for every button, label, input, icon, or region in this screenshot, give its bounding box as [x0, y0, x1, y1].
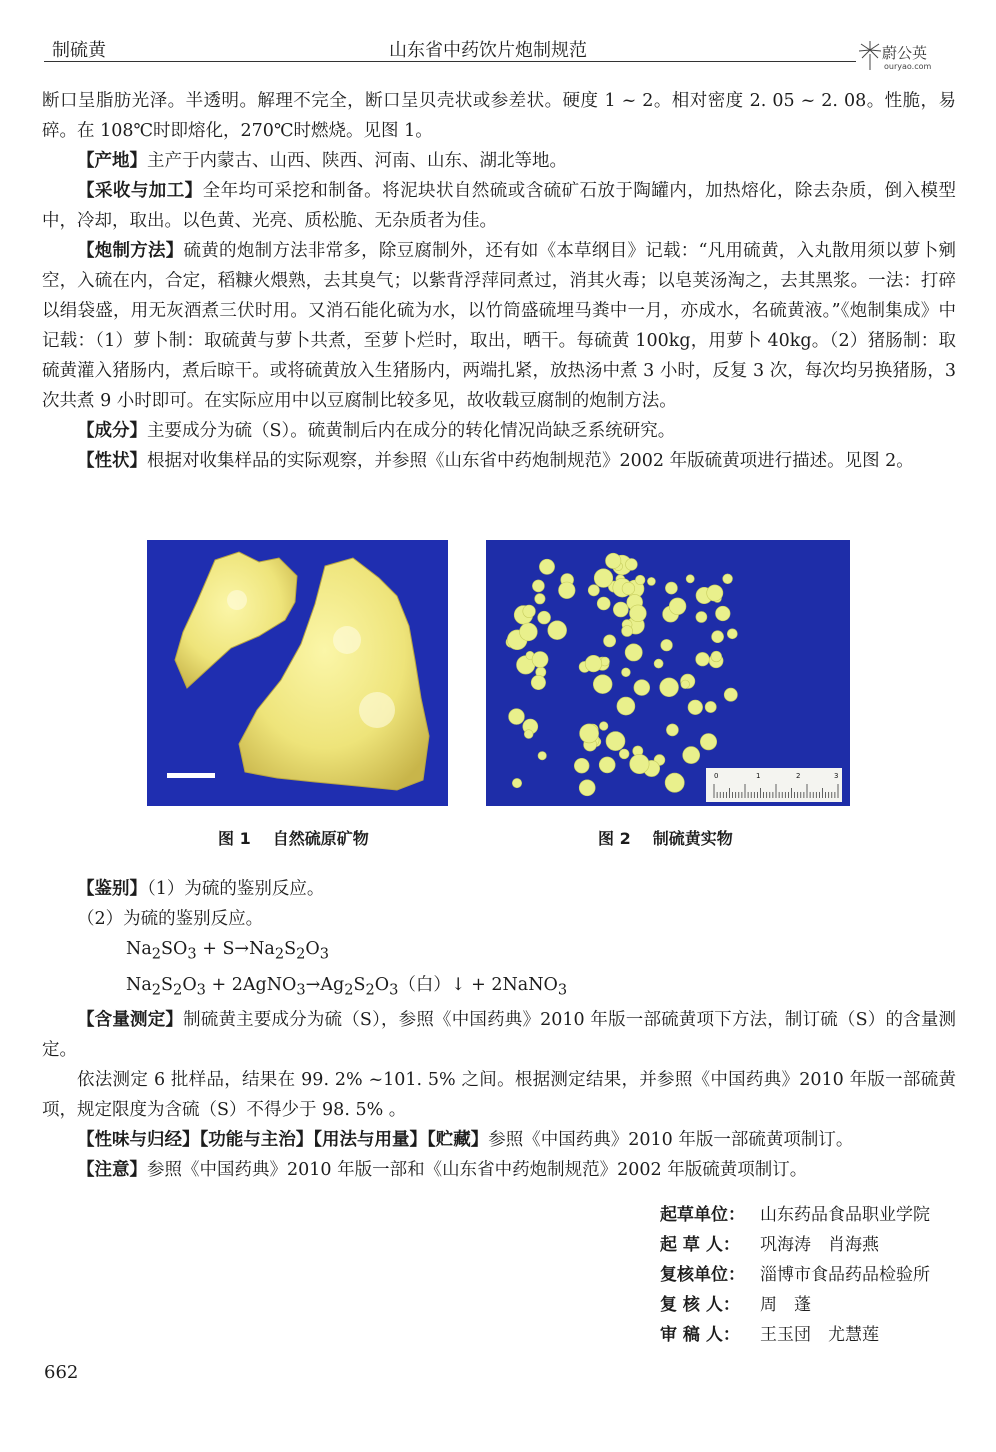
- body-text-bottom: [42, 874, 956, 1185]
- sulfur-granule: [622, 626, 633, 637]
- section-label: 【产地】: [77, 151, 147, 171]
- paragraph-note: [42, 1155, 956, 1185]
- section-label: 【含量测定】: [77, 1010, 184, 1030]
- sulfur-granule: [669, 598, 686, 615]
- ruler-label: 2: [796, 772, 801, 780]
- paragraph-continued: [42, 86, 956, 146]
- figure-1-caption: [218, 826, 369, 849]
- chemical-equation-2: $Na_2S_2O_3$ + $2AgNO_3\to Ag_2S_2O_3$（白）↓ + 2NaNO$_3$: [126, 974, 568, 998]
- paragraph-harvest: [42, 176, 956, 236]
- sulfur-granule: [622, 582, 635, 595]
- paragraph-misc: [42, 1125, 956, 1155]
- sulfur-granule: [585, 655, 602, 672]
- credit-value: 巩海涛 肖海燕: [760, 1235, 879, 1255]
- paragraph-text: 主要成分为硫（S）。硫黄制后内在成分的转化情况尚缺乏系统研究。: [147, 421, 676, 441]
- sulfur-granule: [635, 575, 645, 585]
- paragraph-text: 全年均可采挖和制备。将泥块状自然硫或含硫矿石放于陶罐内，加热熔化，除去杂质，倒入模型中，冷却，取出。以色黄、光亮、质松脆、无杂质者为佳。: [42, 181, 957, 231]
- page-number: 662: [44, 1362, 79, 1383]
- sulfur-granule: [711, 651, 722, 662]
- paragraph-characters: [42, 446, 956, 476]
- sulfur-granule: [626, 559, 638, 571]
- sulfur-granule: [665, 582, 677, 594]
- credit-value: 王玉団 尤慧莲: [760, 1325, 879, 1345]
- figure-1-image: [147, 540, 448, 806]
- sulfur-granule: [723, 574, 733, 584]
- sulfur-granule: [630, 605, 647, 622]
- credit-row: [660, 1320, 930, 1350]
- sulfur-granule: [661, 639, 673, 651]
- sulfur-granules-photo: [486, 540, 850, 806]
- sulfur-granule: [538, 611, 551, 624]
- paragraph-text: 主产于内蒙古、山西、陕西、河南、山东、湖北等地。: [147, 151, 567, 171]
- section-label: 【性状】: [77, 451, 147, 471]
- paragraph-text: 硫黄的炮制方法非常多，除豆腐制外，还有如《本草纲目》记载：“凡用硫黄，入丸散用须以萝卜剜空，入硫在内，合定，稻糠火煨熟，去其臭气；以紫背浮萍同煮过，消其火毒；以皂荚汤淘之，去其黑浆。一法：打碎以绢袋盛，用无灰酒煮三伏时用。又消石能化硫为水，以竹筒盛硫埋马粪中一月，亦成水，名硫黄液。”《炮制集成》中记载：（1）萝卜制：取硫黄与萝卜共煮，至萝卜烂时，取出，晒干。每硫黄 100kg，用萝卜 40kg。（2）猪肠制：取硫黄灌入猪肠内，煮后晾干。或将硫黄放入生猪肠内，两端扎紧，放热汤中煮 3 小时，反复 3 次，每次均另换猪肠，3 次共煮 9 小时即可。在实际应用中以豆腐制比较多见，故收载豆腐制的炮制方法。: [42, 241, 957, 411]
- sulfur-granule: [716, 606, 731, 621]
- sulfur-granule: [606, 553, 621, 568]
- paragraph-text: 参照《中国药典》2010 年版一部和《山东省中药炮制规范》2002 年版硫黄项制订。: [147, 1160, 808, 1180]
- paragraph-content-2: [42, 1065, 956, 1125]
- section-label: 【鉴别】: [77, 879, 147, 899]
- section-label: 【注意】: [77, 1160, 147, 1180]
- paragraph-text: 断口呈脂肪光泽。半透明。解理不完全，断口呈贝壳状或参差状。硬度 1 ~ 2。相对密度 2. 05 ~ 2. 08。性脆，易碎。在 108℃时即熔化，270℃时燃烧。见图 1。: [42, 91, 956, 141]
- sulfur-granule: [588, 585, 599, 596]
- sulfur-granule: [617, 697, 635, 715]
- sulfur-granule: [622, 668, 631, 677]
- credit-label: 复核单位：: [660, 1265, 745, 1285]
- chemical-equation-1: $Na_2SO_3 + S\to Na_2S_2O_3$: [126, 939, 330, 963]
- credit-label: 审 稿 人：: [660, 1325, 740, 1345]
- sulfur-granule: [724, 688, 737, 701]
- sulfur-granule: [686, 575, 694, 583]
- sulfur-granule: [712, 631, 724, 643]
- sulfur-granule: [705, 701, 716, 712]
- credit-row: [660, 1200, 930, 1230]
- sulfur-granule: [531, 675, 545, 689]
- credit-row: [660, 1260, 930, 1290]
- sulfur-granule: [532, 652, 548, 668]
- sulfur-granule: [539, 559, 554, 574]
- paragraph-composition: [42, 416, 956, 446]
- sulfur-granule: [606, 732, 625, 751]
- sulfur-granule: [683, 747, 700, 764]
- section-label: 【采收与加工】: [77, 181, 203, 201]
- sulfur-granule: [660, 678, 679, 697]
- paragraph-content: [42, 1005, 956, 1065]
- ruler-label: 3: [834, 772, 839, 780]
- sulfur-granule: [707, 585, 723, 601]
- ruler-label: 1: [756, 772, 761, 780]
- sulfur-granule: [520, 623, 538, 641]
- credit-value: 山东药品食品职业学院: [760, 1205, 930, 1225]
- paragraph-text: 根据对收集样品的实际观察，并参照《山东省中药炮制规范》2002 年版硫黄项进行描述。见图 2。: [147, 451, 914, 471]
- section-label: 【性味与归经】【功能与主治】【用法与用量】【贮藏】: [77, 1130, 489, 1150]
- sulfur-granule: [604, 635, 616, 647]
- sulfur-granule: [512, 778, 521, 787]
- sulfur-granule: [548, 621, 567, 640]
- paragraph-text: 参照《中国药典》2010 年版一部硫黄项制订。: [488, 1130, 854, 1150]
- header-section-title: 制硫黄: [52, 40, 106, 61]
- sulfur-granule: [665, 773, 684, 792]
- figure-number: 图 1: [218, 829, 251, 848]
- sulfur-granule: [630, 754, 649, 773]
- paragraph-text: 制硫黄主要成分为硫（S），参照《中国药典》2010 年版一部硫黄项下方法，制订硫（S）的含量测定。: [42, 1010, 957, 1060]
- sulfur-granule: [535, 594, 545, 604]
- dandelion-icon: [858, 40, 882, 70]
- figure-2-caption: [598, 826, 733, 849]
- sulfur-granule: [647, 577, 655, 585]
- credit-label: 起 草 人：: [660, 1235, 740, 1255]
- ruler: [706, 768, 842, 802]
- sulfur-granule: [619, 749, 629, 759]
- header-rule: [44, 61, 956, 62]
- ruler-label: 0: [714, 772, 719, 780]
- credit-row: [660, 1230, 930, 1260]
- sulfur-granule: [599, 757, 615, 773]
- sulfur-granule: [625, 644, 642, 661]
- paragraph-text: 依法测定 6 批样品，结果在 99. 2% ~101. 5% 之间。根据测定结果，并参照《中国药典》2010 年版一部硫黄项，规定限度为含硫（S）不得少于 98. 5% 。: [42, 1070, 956, 1120]
- sulfur-granule: [597, 597, 610, 610]
- figure-caption-text: 自然硫原矿物: [272, 829, 369, 848]
- sulfur-granule: [654, 659, 663, 668]
- paragraph-text: （1）为硫的鉴别反应。: [147, 879, 325, 899]
- sulfur-granule: [700, 734, 716, 750]
- sulfur-granule: [696, 612, 707, 623]
- sulfur-rock-photo: [147, 540, 448, 806]
- sulfur-granule: [593, 675, 612, 694]
- credit-value: 周 蓬: [760, 1295, 811, 1315]
- sulfur-granule: [579, 780, 595, 796]
- page-header: [44, 30, 956, 71]
- sulfur-granule: [666, 724, 678, 736]
- watermark-logo: [856, 38, 956, 74]
- sulfur-granule: [634, 680, 650, 696]
- sulfur-granule: [538, 752, 546, 760]
- body-text-top: [42, 86, 956, 476]
- sulfur-granule: [681, 680, 690, 689]
- figure-2-image: [486, 540, 850, 806]
- logo-url: ouryao.com: [884, 62, 932, 71]
- sulfur-granule: [599, 722, 608, 731]
- credit-value: 淄博市食品药品检验所: [760, 1265, 930, 1285]
- sulfur-granule: [613, 602, 628, 617]
- figure-number: 图 2: [598, 829, 631, 848]
- credit-row: [660, 1290, 930, 1320]
- header-book-title: 山东省中药饮片炮制规范: [389, 40, 587, 61]
- credits-block: [660, 1200, 930, 1350]
- section-label: 【炮制方法】: [77, 241, 184, 261]
- sulfur-rock-small: [175, 552, 297, 688]
- sulfur-granule: [523, 605, 536, 618]
- figure-caption-text: 制硫黄实物: [652, 829, 733, 848]
- paragraph-processing: [42, 236, 956, 416]
- sulfur-granule: [727, 629, 737, 639]
- paragraph-origin: [42, 146, 956, 176]
- paragraph-identification-2: [42, 904, 956, 934]
- sulfur-granule: [509, 709, 525, 725]
- paragraph-text: （2）为硫的鉴别反应。: [77, 909, 264, 929]
- sulfur-granule: [594, 569, 613, 588]
- credit-label: 起草单位：: [660, 1205, 745, 1225]
- credit-label: 复 核 人：: [660, 1295, 740, 1315]
- sulfur-granule: [559, 582, 576, 599]
- section-label: 【成分】: [77, 421, 147, 441]
- sulfur-granule: [574, 758, 589, 773]
- paragraph-identification: [42, 874, 956, 904]
- scale-bar: [167, 773, 215, 778]
- sulfur-granule: [696, 652, 710, 666]
- sulfur-granule: [532, 580, 544, 592]
- sulfur-granule: [688, 700, 703, 715]
- logo-text: 蔚公英: [882, 44, 928, 62]
- sulfur-granule: [524, 730, 533, 739]
- sulfur-granule: [580, 724, 599, 743]
